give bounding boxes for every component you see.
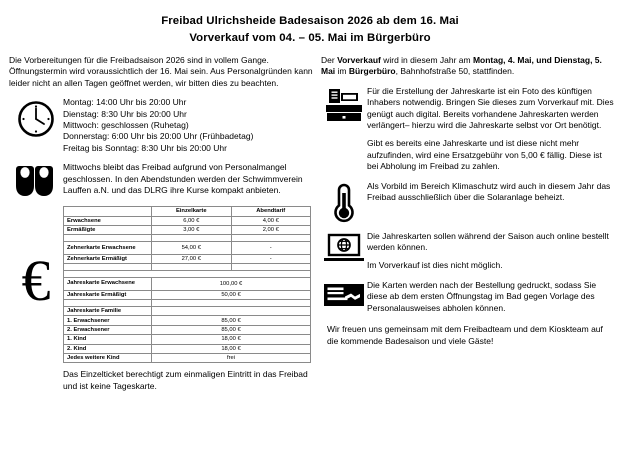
section-label: Jahreskarte Familie xyxy=(64,306,152,315)
opening-hours-section xyxy=(9,97,315,154)
row-value-merged: 18,00 € xyxy=(152,335,311,344)
spacer-cell xyxy=(231,264,311,271)
presale-paragraph xyxy=(321,55,614,78)
row-value-einzelkarte: 3,00 € xyxy=(152,226,232,235)
page-title xyxy=(0,0,620,47)
row-value-einzelkarte: 54,00 € xyxy=(152,242,232,254)
row-label: Zehnerkarte Ermäßigt xyxy=(64,254,152,263)
spacer-cell xyxy=(64,264,152,271)
presale-bold-vorverkauf: Vorverkauf xyxy=(337,55,381,65)
header-einzelkarte: Einzelkarte xyxy=(152,207,232,216)
table-row xyxy=(64,242,311,254)
row-label: 1. Kind xyxy=(64,335,152,344)
table-row xyxy=(64,278,311,290)
ticket-note: Das Einzelticket berechtigt zum einmaligen Eintritt in das Freibad und ist keine Tageskarte. xyxy=(63,369,308,391)
spacer-cell xyxy=(231,235,311,242)
solar-heating-text xyxy=(367,181,614,204)
left-column xyxy=(0,55,315,392)
presale-text-e: im xyxy=(335,66,349,77)
presale-text-a: Der xyxy=(321,55,338,65)
spacer-cell xyxy=(64,299,152,306)
opening-hours-list xyxy=(63,97,315,154)
row-value-merged: 18,00 € xyxy=(152,344,311,353)
thermometer-paragraph: Als Vorbild im Bereich Klimaschutz wird auch in diesem Jahr das Freibad ausschließlich über die Solaranlage beheizt. xyxy=(367,180,611,203)
card-pickup-section xyxy=(321,280,614,314)
presale-bold-buergerbuero: Bürgerbüro xyxy=(348,66,396,77)
pricing-section xyxy=(9,206,315,363)
euro-glyph: € xyxy=(21,248,51,314)
register-paragraph-1: Für die Erstellung der Jahreskarte ist ein Foto des künftigen Inhabers notwendig. Bringen Sie dieses zum Vorverkauf mit. Dies genügt auch digital. Bereits vorhandene Jahreskarten werden verlängert– hierzu wird die Jahreskarte selbst vor Ort benötigt. xyxy=(367,85,614,131)
row-value-einzelkarte: 6,00 € xyxy=(152,216,232,225)
section-blank xyxy=(152,306,311,315)
closing-paragraph: Wir freuen uns gemeinsam mit dem Freibadteam und dem Kioskteam auf die kommende Badesaison und viele Gäste! xyxy=(327,324,603,346)
spacer-cell xyxy=(152,299,311,306)
title-line-1: Freibad Ulrichsheide Badesaison 2026 ab dem 16. Mai xyxy=(161,15,459,27)
intro-paragraph: Die Vorbereitungen für die Freibadsaison 2026 sind in vollem Gange. Öffnungstermin wird voraussichtlich der 16. Mai sein. Aus Personalgründen kann leider nicht an allen Tagen geöffnet werden, wir bitten dies zu beachten. xyxy=(9,55,313,88)
row-value-abendtarif: - xyxy=(231,242,311,254)
right-column xyxy=(315,55,620,392)
cash-register-icon xyxy=(321,86,367,124)
row-value-merged: frei xyxy=(152,353,311,362)
table-row xyxy=(64,316,311,325)
table-row xyxy=(64,290,311,299)
wednesday-closed-text xyxy=(63,162,315,196)
content-columns xyxy=(0,55,620,392)
row-label: Erwachsene xyxy=(64,216,152,225)
row-value-merged: 85,00 € xyxy=(152,325,311,334)
row-label-text: Jahreskarte Erwachsene xyxy=(67,280,135,287)
table-spacer-row xyxy=(64,264,311,271)
fins-paragraph: Mittwochs bleibt das Freibad aufgrund von Personalmangel geschlossen. In den Abendstunden werden der Schwimmverein Lauffen a.N. und das DLRG ihre Kurse kompakt anbieten. xyxy=(63,162,303,196)
table-row xyxy=(64,226,311,235)
presale-text-c: wird in diesem Jahr am xyxy=(380,55,473,65)
register-paragraph-2: Gibt es bereits eine Jahreskarte und ist diese nicht mehr aufzufinden, wird eine Ersatzgebühr von 5,00 € fällig. Diese ist bei Abholung im Freibad zu zahlen. xyxy=(367,138,602,172)
row-label xyxy=(64,242,152,254)
hours-item: Dienstag: 8:30 Uhr bis 20:00 Uhr xyxy=(63,108,187,119)
row-label: Jahreskarte Ermäßigt xyxy=(64,290,152,299)
table-spacer-row xyxy=(64,299,311,306)
printed-card-icon xyxy=(321,280,367,308)
clock-icon xyxy=(9,97,63,139)
online-order-text xyxy=(367,231,614,272)
hours-item: Freitag bis Sonntag: 8:30 Uhr bis 20:00 Uhr xyxy=(63,142,227,153)
online-order-section xyxy=(321,231,614,272)
spacer-cell xyxy=(152,264,232,271)
gap-cell xyxy=(64,271,311,278)
table-row xyxy=(64,254,311,263)
laptop-paragraph-2: Im Vorverkauf ist dies nicht möglich. xyxy=(367,260,503,271)
table-spacer-row xyxy=(64,235,311,242)
row-label: Jedes weitere Kind xyxy=(64,353,152,362)
row-value-abendtarif: - xyxy=(231,254,311,263)
row-value-einzelkarte: 27,00 € xyxy=(152,254,232,263)
row-label xyxy=(64,278,152,290)
table-row xyxy=(64,353,311,362)
header-abendtarif: Abendtarif xyxy=(231,207,311,216)
card-pickup-text xyxy=(367,280,614,314)
spacer-cell xyxy=(152,235,232,242)
swim-fins-icon xyxy=(9,162,63,198)
row-label: 2. Kind xyxy=(64,344,152,353)
solar-heating-section xyxy=(321,181,614,223)
header-blank xyxy=(64,207,152,216)
jahreskarte-section xyxy=(321,86,614,173)
table-gap-row xyxy=(64,271,311,278)
table-row xyxy=(64,216,311,225)
table-section-row xyxy=(64,306,311,315)
row-label-text: Zehnerkarte Erwachsene xyxy=(67,244,136,251)
thermometer-icon xyxy=(321,181,367,223)
table-row xyxy=(64,344,311,353)
spacer-cell xyxy=(64,235,152,242)
table-row xyxy=(64,335,311,344)
laptop-globe-icon xyxy=(321,231,367,263)
wednesday-closed-section xyxy=(9,162,315,198)
row-value-merged: 50,00 € xyxy=(152,290,311,299)
row-value-abendtarif: 4,00 € xyxy=(231,216,311,225)
row-value-merged: 85,00 € xyxy=(152,316,311,325)
row-label: 1. Erwachsener xyxy=(64,316,152,325)
price-table xyxy=(63,206,311,363)
presale-bold-dates: Montag, 4. Mai, und Dienstag, 5. Mai xyxy=(321,55,602,77)
row-label: Ermäßigte xyxy=(64,226,152,235)
presale-text-g: , Bahnhofstraße 50, stattfinden. xyxy=(395,66,515,77)
jahreskarte-text xyxy=(367,86,614,173)
card-paragraph: Die Karten werden nach der Bestellung gedruckt, sodass Sie diese ab dem ersten Öffnungstag im Bad gegen Vorlage des Personalausweises abholen können. xyxy=(367,279,597,313)
table-row xyxy=(64,325,311,334)
euro-sign-icon xyxy=(9,206,63,314)
row-label: 2. Erwachsener xyxy=(64,325,152,334)
title-line-2: Vorverkauf vom 04. – 05. Mai im Bürgerbüro xyxy=(189,32,431,44)
row-value-abendtarif: 2,00 € xyxy=(231,226,311,235)
row-value-merged: 100,00 € xyxy=(152,278,311,290)
hours-item: Mittwoch: geschlossen (Ruhetag) xyxy=(63,120,189,131)
table-header-row xyxy=(64,207,311,216)
hours-item: Montag: 14:00 Uhr bis 20:00 Uhr xyxy=(63,97,187,108)
hours-item: Donnerstag: 6:00 Uhr bis 20:00 Uhr (Frühbadetag) xyxy=(63,131,254,142)
laptop-paragraph-1: Die Jahreskarten sollen während der Saison auch online bestellt werden können. xyxy=(367,230,609,253)
